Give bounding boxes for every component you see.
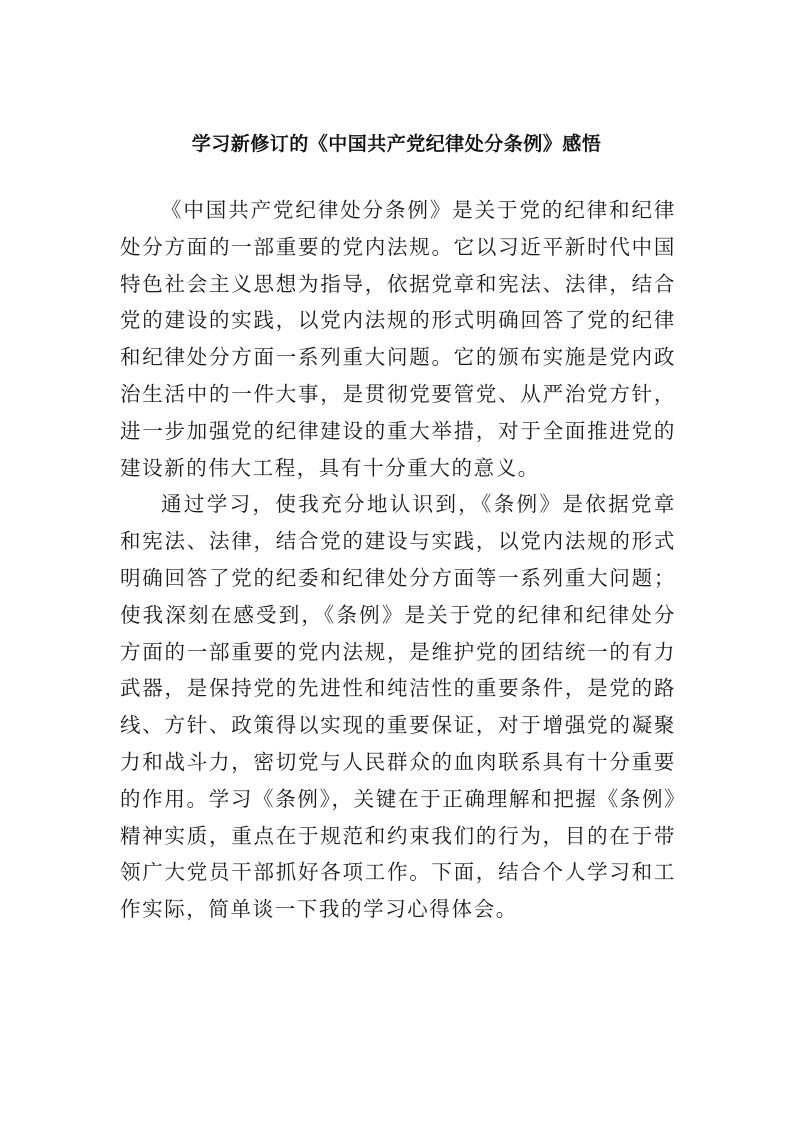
- paragraph-1: 《中国共产党纪律处分条例》是关于党的纪律和纪律处分方面的一部重要的党内法规。它以习近平新时代中国特色社会主义思想为指导，依据党章和宪法、法律，结合党的建设的实践，以党内法规的形式明确回答了党的纪律和纪律处分方面一系列重大问题。它的颁布实施是党内政治生活中的一件大事，是贯彻党要管党、从严治党方针，进一步加强党的纪律建设的重大举措，对于全面推进党的建设新的伟大工程，具有十分重大的意义。: [120, 198, 676, 480]
- paragraph-2: 通过学习，使我充分地认识到，《条例》是依据党章和宪法、法律，结合党的建设与实践，以党内法规的形式明确回答了党的纪委和纪律处分方面等一系列重大问题；使我深刻在感受到，《条例》是关于党的纪律和纪律处分方面的一部重要的党内法规，是维护党的团结统一的有力武器，是保持党的先进性和纯洁性的重要条件，是党的路线、方针、政策得以实现的重要保证，对于增强党的凝聚力和战斗力，密切党与人民群众的血肉联系具有十分重要的作用。学习《条例》，关键在于正确理解和把握《条例》精神实质，重点在于规范和约束我们的行为，目的在于带领广大党员干部抓好各项工作。下面，结合个人学习和工作实际，简单谈一下我的学习心得体会。: [120, 492, 676, 922]
- document-title: 学习新修订的《中国共产党纪律处分条例》感悟: [191, 133, 602, 155]
- document-body: [120, 192, 676, 928]
